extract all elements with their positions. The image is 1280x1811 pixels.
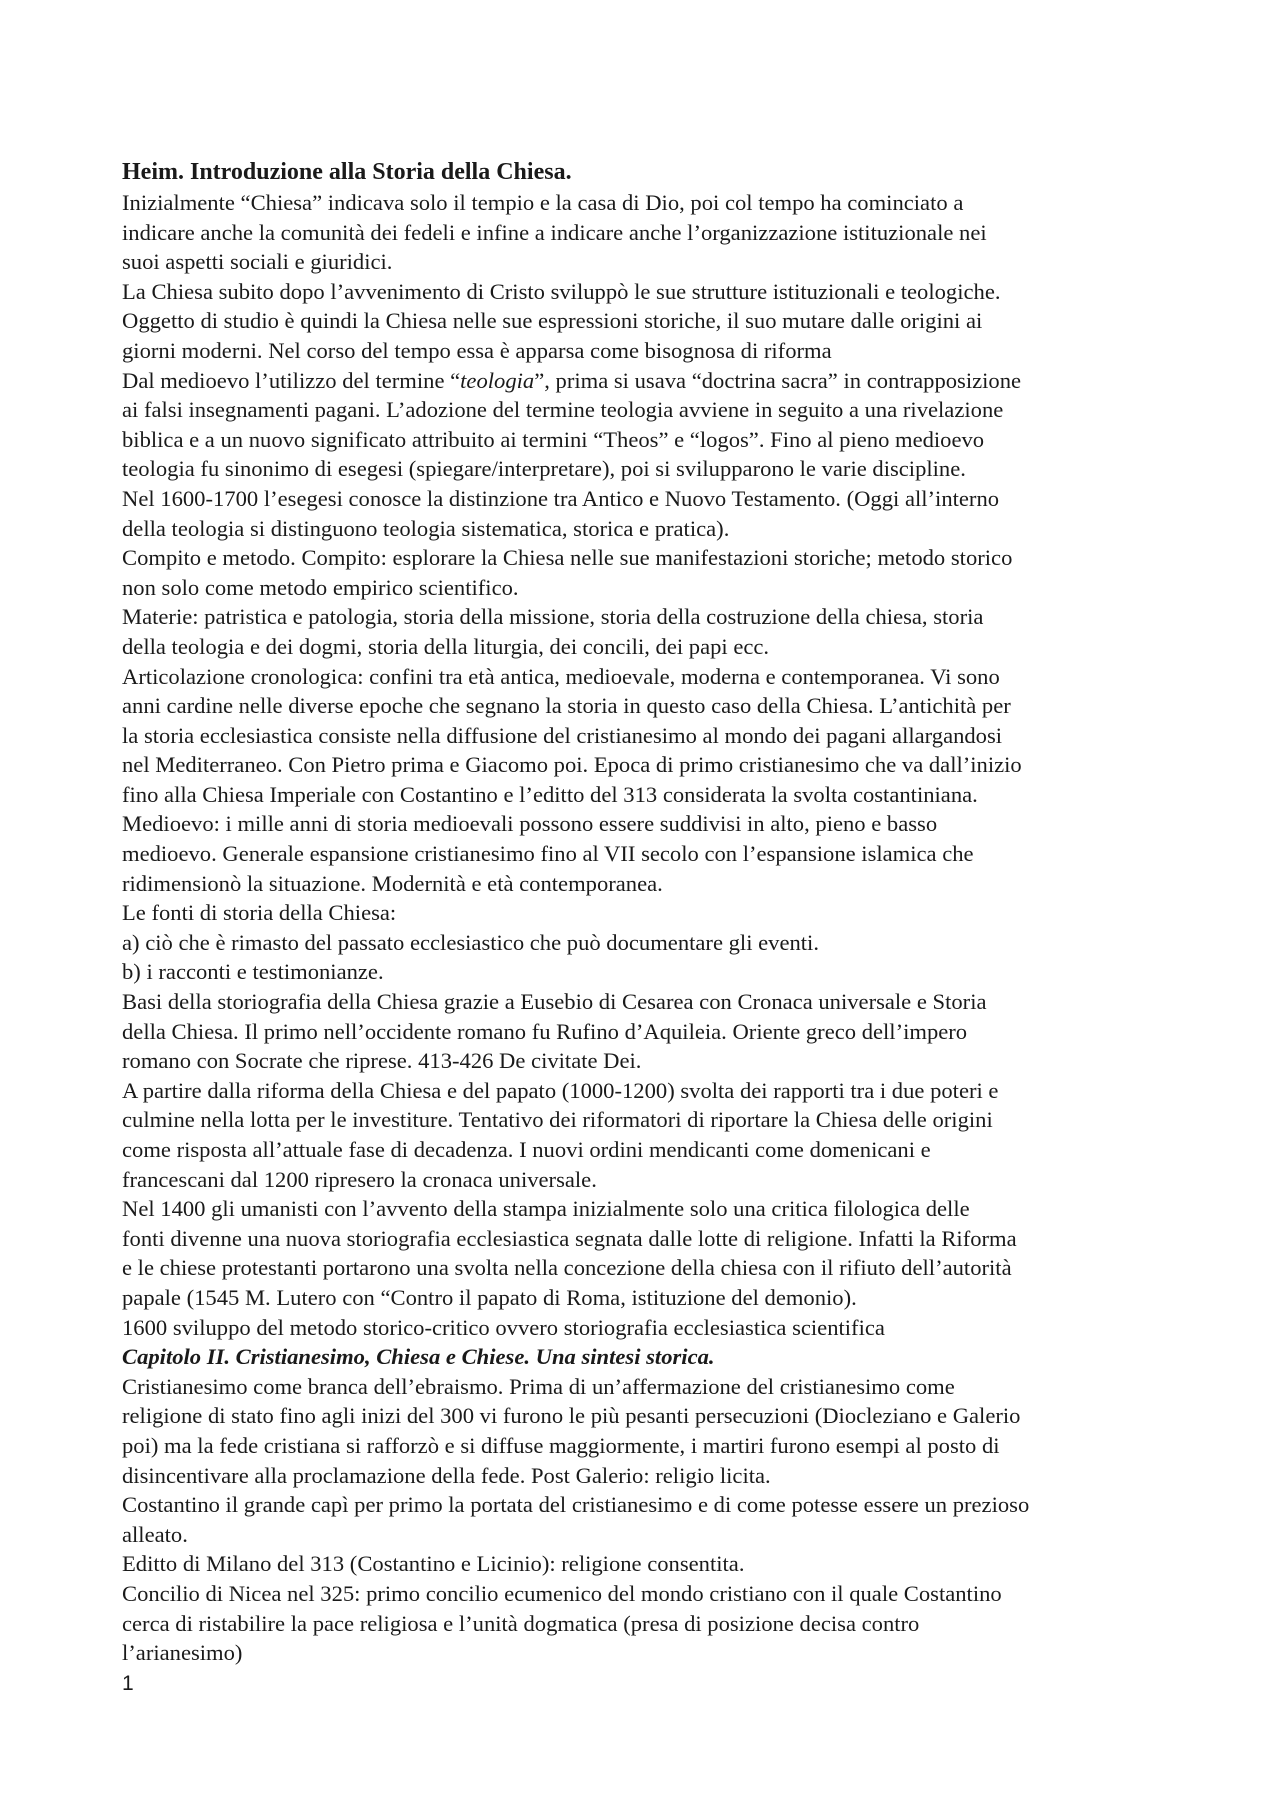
text-line: fino alla Chiesa Imperiale con Costantino e l’editto del 313 considerata la svolta costantiniana. [122,781,978,807]
text-line: Inizialmente “Chiesa” indicava solo il tempio e la casa di Dio, poi col tempo ha cominciato a [122,190,964,215]
text-line: La Chiesa subito dopo l’avvenimento di Cristo sviluppò le sue strutture istituzionali e teologiche. [122,278,1001,304]
text-line: 1600 sviluppo del metodo storico-critico ovvero storiografia ecclesiastica scientifica [122,1314,885,1340]
text-line: Basi della storiografia della Chiesa grazie a Eusebio di Cesarea con Cronaca universale e Storia [122,989,987,1015]
text-line: come risposta all’attuale fase di decadenza. I nuovi ordini mendicanti come domenicani e [122,1137,931,1162]
text-line: l’arianesimo) [122,1640,243,1666]
text-line: Editto di Milano del 313 (Costantino e Licinio): religione consentita. [122,1551,745,1577]
text-line: la storia ecclesiastica consiste nella diffusione del cristianesimo al mondo dei pagani allargandosi [122,722,1003,748]
text-line: suoi aspetti sociali e giuridici. [122,249,393,275]
text-line: alleato. [122,1521,188,1547]
text-line: romano con Socrate che riprese. 413-426 De civitate Dei. [122,1048,642,1074]
text-line: ridimensionò la situazione. Modernità e età contemporanea. [122,870,663,896]
text-line: Medioevo: i mille anni di storia medioevali possono essere suddivisi in alto, pieno e basso [122,811,938,837]
teologia-line-after: ”, prima si usava “doctrina sacra” in contrapposizione [534,367,1022,393]
text-line: fonti divenne una nuova storiografia ecclesiastica segnata dalle lotte di religione. Infatti la Riforma [122,1225,1017,1251]
text-line: disincentivare alla proclamazione della fede. Post Galerio: religio licita. [122,1462,771,1488]
text-line: della teologia si distinguono teologia sistematica, storica e pratica). [122,515,730,541]
teologia-term: teologia [460,367,535,393]
text-line: indicare anche la comunità dei fedeli e infine a indicare anche l’organizzazione istituzionale nei [122,219,987,245]
text-line: Cristianesimo come branca dell’ebraismo. Prima di un’affermazione del cristianesimo come [122,1373,955,1399]
text-line: giorni moderni. Nel corso del tempo essa è apparsa come bisognosa di riforma [122,337,832,363]
text-line: della Chiesa. Il primo nell’occidente romano fu Rufino d’Aquileia. Oriente greco dell’impero [122,1018,968,1044]
text-line: della teologia e dei dogmi, storia della liturgia, dei concili, dei papi ecc. [122,633,770,659]
text-line: biblica e a un nuovo significato attribuito ai termini “Theos” e “logos”. Fino al pieno medioevo [122,426,985,452]
text-line: Compito e metodo. Compito: esplorare la Chiesa nelle sue manifestazioni storiche; metodo storico [122,545,1013,571]
text-line: papale (1545 M. Lutero con “Contro il papato di Roma, istituzione del demonio). [122,1284,857,1310]
text-line: Articolazione cronologica: confini tra età antica, medioevale, moderna e contemporanea. Vi sono [122,663,1000,689]
document-title: Heim. Introduzione alla Storia della Chiesa. [122,159,572,185]
teologia-line [122,366,1172,396]
text-line: religione di stato fino agli inizi del 300 vi furono le più pesanti persecuzioni (Diocleziano e Galerio [122,1403,1021,1429]
text-line: ai falsi insegnamenti pagani. L’adozione del termine teologia avviene in seguito a una rivelazione [122,397,1004,423]
document-body [122,156,1172,1668]
text-line: Nel 1600-1700 l’esegesi conosce la distinzione tra Antico e Nuovo Testamento. (Oggi all’interno [122,485,1000,511]
text-line: Materie: patristica e patologia, storia della missione, storia della costruzione della chiesa, storia [122,604,984,630]
text-line: poi) ma la fede cristiana si rafforzò e si diffuse maggiormente, i martiri furono esempi al posto di [122,1432,1000,1458]
text-line: francescani dal 1200 ripresero la cronaca universale. [122,1166,597,1192]
text-line: Costantino il grande capì per primo la portata del cristianesimo e di come potesse essere un prezioso [122,1492,1030,1518]
page-number: 1 [122,1672,134,1695]
text-line: e le chiese protestanti portarono una svolta nella concezione della chiesa con il rifiuto dell’autorità [122,1255,1012,1281]
text-line: Oggetto di studio è quindi la Chiesa nelle sue espressioni storiche, il suo mutare dalle origini ai [122,308,983,334]
text-line: A partire dalla riforma della Chiesa e del papato (1000-1200) svolta dei rapporti tra i due poteri e [122,1077,999,1103]
text-line: non solo come metodo empirico scientifico. [122,574,519,600]
text-line: cerca di ristabilire la pace religiosa e l’unità dogmatica (presa di posizione decisa contro [122,1610,920,1636]
text-line: anni cardine nelle diverse epoche che segnano la storia in questo caso della Chiesa. L’antichità per [122,693,1011,719]
text-line: Le fonti di storia della Chiesa: [122,900,397,926]
text-line: Nel 1400 gli umanisti con l’avvento della stampa inizialmente solo una critica filologica delle [122,1196,970,1222]
text-line: Concilio di Nicea nel 325: primo concilio ecumenico del mondo cristiano con il quale Costantino [122,1580,1002,1606]
text-line: teologia fu sinonimo di esegesi (spiegare/interpretare), poi si svilupparono le varie discipline. [122,456,966,482]
text-line: medioevo. Generale espansione cristianesimo fino al VII secolo con l’espansione islamica che [122,841,974,867]
teologia-line-before: Dal medioevo l’utilizzo del termine “ [122,367,461,393]
text-line: a) ciò che è rimasto del passato ecclesiastico che può documentare gli eventi. [122,929,819,955]
text-line: nel Mediterraneo. Con Pietro prima e Giacomo poi. Epoca di primo cristianesimo che va dall’inizio [122,752,1022,778]
text-line: b) i racconti e testimonianze. [122,959,384,985]
chapter-heading: Capitolo II. Cristianesimo, Chiesa e Chiese. Una sintesi storica. [122,1344,715,1370]
text-line: culmine nella lotta per le investiture. Tentativo dei riformatori di riportare la Chiesa delle origini [122,1107,993,1133]
